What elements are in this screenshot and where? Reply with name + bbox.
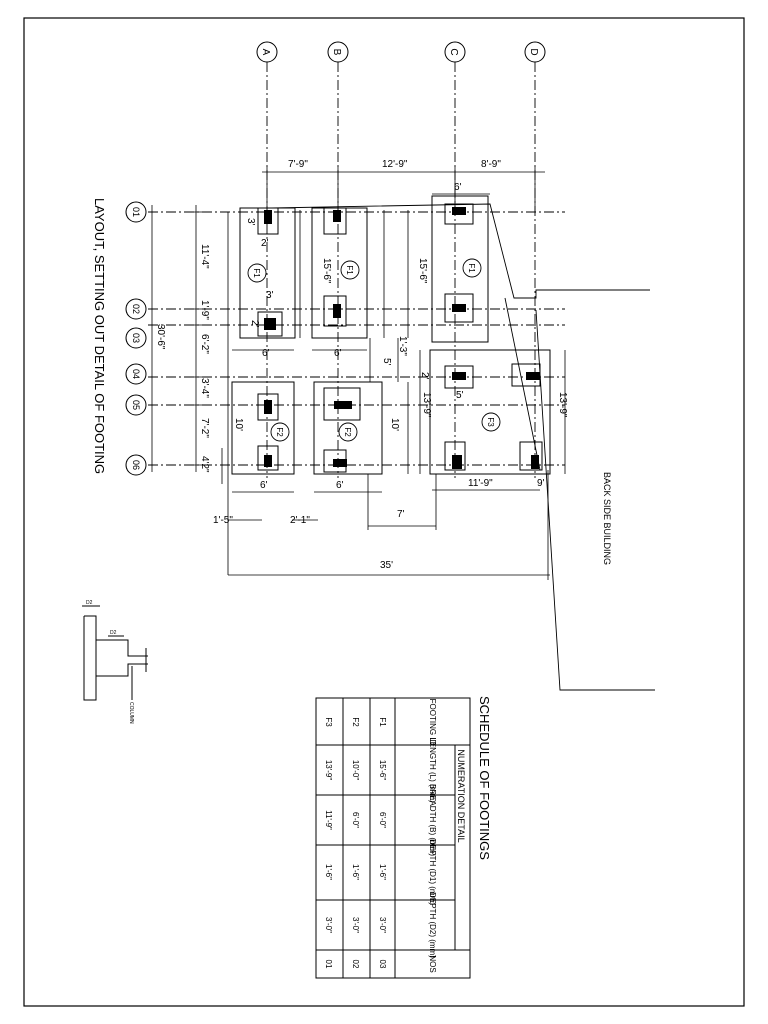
dim-edge-42: 4'2" xyxy=(199,456,210,473)
dim-gap-13: 1'-3" xyxy=(397,336,408,356)
dim-col-a-b: 7'-9" xyxy=(288,159,308,170)
footing-tag-label: F2 xyxy=(275,427,284,437)
dim-col-c-d: 8'-9" xyxy=(481,159,501,170)
schedule-header-depth-d2: DEPTH (D2) (mm) xyxy=(428,892,437,958)
schedule-title: SCHEDULE OF FOOTINGS xyxy=(477,696,492,860)
grid-label-b: B xyxy=(331,48,342,56)
dim-f1-small2: 2' xyxy=(261,238,269,249)
dim-f2-len-b: 10' xyxy=(389,418,400,432)
dim-f3-9: 9' xyxy=(537,478,545,489)
schedule-cell: F2 xyxy=(351,717,360,727)
schedule-cell: 1'-6" xyxy=(378,864,387,880)
dim-left-total: 30'-6" xyxy=(155,324,166,350)
grid-column-bubbles xyxy=(257,42,545,62)
dim-row-01-02: 11'-4" xyxy=(199,244,210,269)
schedule-header-id: FOOTING ID xyxy=(428,698,437,746)
dim-f1-b: 3' xyxy=(266,290,274,301)
dim-row-04-05: 3'-4" xyxy=(199,378,210,398)
schedule-cell: 13'-9" xyxy=(324,759,333,781)
dim-row-03-04: 6'-2" xyxy=(199,334,210,354)
schedule-cell: 15'-6" xyxy=(378,759,387,781)
dim-f1-w-a: 6' xyxy=(262,348,270,359)
dim-bot-21: 2'-1" xyxy=(290,515,310,526)
grid-label-d: D xyxy=(528,48,539,56)
grid-label-03: 03 xyxy=(131,332,141,344)
dim-f3-small: 5' xyxy=(456,390,464,401)
dim-f2-w-a: 6' xyxy=(260,480,268,491)
dim-total-35: 35' xyxy=(380,560,394,571)
dim-f2-w-b: 6' xyxy=(336,480,344,491)
dim-bot-7: 7' xyxy=(397,509,405,520)
dim-f2-len-a: 10' xyxy=(233,418,244,432)
back-side-label: BACK SIDE BUILDING xyxy=(602,472,612,566)
schedule-cell: 10'-0" xyxy=(351,759,360,781)
grid-label-a: A xyxy=(260,48,271,56)
grid-label-04: 04 xyxy=(131,368,141,380)
footing-section-sketch xyxy=(82,606,148,700)
footing-tag-label: F2 xyxy=(343,427,352,437)
footing-tag-label: F1 xyxy=(252,268,261,278)
schedule-cell: 03 xyxy=(378,959,387,969)
schedule-header-breadth: BREADTH (B) (mm) xyxy=(428,784,437,856)
footing-tag-label: F1 xyxy=(467,263,476,273)
dim-f1-w-b: 6' xyxy=(334,348,342,359)
section-label-d2-mid: D2 xyxy=(110,630,117,636)
schedule-cell: 11'-9" xyxy=(324,810,333,830)
schedule-cell: 3'-0" xyxy=(324,917,333,933)
dim-bot-15: 1'-5" xyxy=(213,515,233,526)
schedule-table xyxy=(316,696,492,978)
drawing-title: LAYOUT, SETTING OUT DETAIL OF FOOTING xyxy=(92,198,107,475)
dim-gap-5: 5' xyxy=(381,358,392,366)
schedule-group-header: NUMERATION DETAIL xyxy=(456,749,466,843)
footing-tag-label: F3 xyxy=(486,417,495,427)
dim-f1-small: 3' xyxy=(245,218,256,226)
schedule-cell: 3'-0" xyxy=(351,917,360,933)
schedule-cell: 3'-0" xyxy=(378,917,387,933)
dim-f3-breadth: 11'-9" xyxy=(468,478,493,489)
footing-tag-label: F1 xyxy=(345,265,354,275)
section-label-d2-top: D2 xyxy=(86,600,93,606)
schedule-cell: 1'-6" xyxy=(351,864,360,880)
schedule-cell: 6'-0" xyxy=(378,812,387,828)
dim-row-05-06: 7'-2" xyxy=(199,418,210,438)
dim-f1-len-a: 15'-6" xyxy=(321,258,332,284)
schedule-header-length: LENGTH (L) (mm) xyxy=(428,737,437,803)
dim-f3-right: 13'-9" xyxy=(557,392,568,418)
schedule-cell: 1'-6" xyxy=(324,864,333,880)
schedule-cell: 02 xyxy=(351,959,360,969)
grid-label-06: 06 xyxy=(131,459,141,471)
schedule-cell: 6'-0" xyxy=(351,812,360,828)
schedule-cell: F1 xyxy=(378,717,387,727)
schedule-cell: F3 xyxy=(324,717,333,727)
dim-f3-len: 13'-9" xyxy=(421,392,432,418)
schedule-cell: 01 xyxy=(324,959,333,969)
dim-col-b-c: 12'-9" xyxy=(382,159,408,170)
dim-f1-c: 2' xyxy=(249,320,260,328)
dim-f3-small2: 2' xyxy=(419,372,430,380)
schedule-header-depth-d1: DEPTH (D1) (mm) xyxy=(428,839,437,905)
grid-label-05: 05 xyxy=(131,399,141,411)
dim-f1-len-b: 15'-6" xyxy=(417,258,428,284)
section-label-column: COLUMN xyxy=(128,702,134,724)
dim-f3-width: 6' xyxy=(454,182,462,193)
schedule-header-nos: NOS xyxy=(428,955,437,973)
grid-label-c: C xyxy=(448,48,459,56)
grid-label-02: 02 xyxy=(131,303,141,315)
grid-label-01: 01 xyxy=(131,206,141,218)
dim-row-02-03: 1'-9" xyxy=(199,300,210,320)
